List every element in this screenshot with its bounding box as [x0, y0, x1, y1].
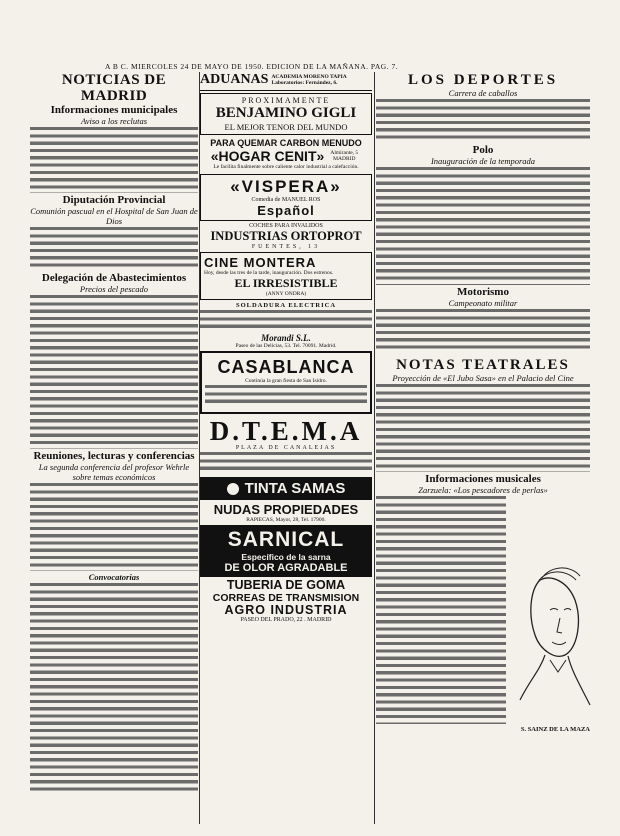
ad-subline: FUENTES, 13 — [251, 243, 321, 250]
ad-text: ACADEMIA MORENO TAPIA Laboratorios: Fernández, 6. — [271, 74, 347, 86]
subsection-subtitle: Precios del pescado — [79, 284, 149, 294]
article-body — [30, 295, 198, 449]
ad-body — [200, 310, 372, 332]
ad-headline: TINTA SAMAS — [244, 480, 346, 497]
ad-nudas — [200, 502, 372, 523]
section-title: LOS DEPORTES — [407, 72, 559, 88]
ad-agro-industria — [200, 579, 372, 623]
ad-casablanca — [200, 351, 372, 414]
ad-gigli — [200, 93, 372, 135]
ad-subline: EL MEJOR TENOR DEL MUNDO — [224, 122, 348, 132]
subsection-subtitle: Inauguración de la temporada — [430, 156, 536, 166]
section-title: NOTICIAS DE MADRID — [61, 72, 167, 104]
ad-soldadura — [200, 302, 372, 349]
ad-subline: Comedia de MANUEL ROS — [251, 196, 321, 203]
subsection-subtitle: Zarzuela: «Los pescadores de perlas» — [418, 485, 548, 495]
ad-subline: Hoy, desde las tres de la tarde, inauguración. Dos estrenos. — [204, 269, 334, 276]
section-title: NOTAS TEATRALES — [396, 357, 570, 373]
ad-hogar-cenit — [200, 138, 372, 171]
article-body — [376, 167, 590, 285]
ad-headline: CORREAS DE TRANSMISION — [212, 592, 360, 604]
ad-kicker: PROXIMAMENTE — [241, 96, 331, 105]
ad-text: Almirante, 5 MADRID — [330, 150, 359, 162]
subsection-title: Delegación de Abastecimientos — [41, 272, 187, 284]
article-body — [376, 99, 590, 143]
ink-drop-icon — [227, 483, 239, 495]
ad-headline: D.T.E.M.A — [209, 416, 363, 446]
ad-headline: SARNICAL — [227, 528, 345, 551]
ad-dtema — [200, 417, 372, 474]
ad-aduanas — [200, 72, 372, 91]
column-advertisements — [200, 72, 372, 623]
ad-text: (ANNY ONDRA) — [265, 291, 307, 297]
caricature-drawing — [510, 560, 595, 710]
ad-headline: NUDAS PROPIEDADES — [213, 502, 359, 517]
ad-headline: TUBERIA DE GOMA — [226, 578, 346, 592]
ad-cine-montera — [200, 252, 372, 301]
ad-kicker: COCHES PARA INVALIDOS — [249, 222, 323, 229]
subsection-title: Motorismo — [457, 286, 509, 298]
ad-subline: RAPIECAS, Mayor, 28, Tel. 17900. — [246, 517, 326, 523]
ad-ortoprot — [200, 223, 372, 250]
subsection-subtitle: Carrera de caballos — [448, 88, 518, 98]
subsection-title: Informaciones municipales — [50, 104, 178, 116]
subsection-subtitle: Comunión pascual en el Hospital de San Juan de Dios — [30, 206, 198, 226]
article-body — [30, 227, 198, 271]
subsection-subtitle: La segunda conferencia del profesor Wehrle sobre temas económicos — [38, 462, 190, 482]
subsection-title: Polo — [472, 144, 494, 156]
column-madrid-news — [30, 72, 198, 794]
article-signature: S. SAINZ DE LA MAZA — [520, 726, 590, 733]
ad-theatre: Español — [257, 202, 315, 218]
column-rule — [374, 72, 375, 824]
ad-headline: BENJAMINO GIGLI — [215, 105, 357, 121]
ad-address: PASEO DEL PRADO, 22 . MADRID — [240, 617, 332, 623]
subsection-title: Informaciones musicales — [425, 473, 541, 485]
ad-body — [200, 452, 372, 474]
ad-kicker: PARA QUEMAR CARBON MENUDO — [210, 138, 362, 148]
ad-subline: Específico de la sarna — [241, 552, 331, 562]
page-header: A B C. MIERCOLES 24 DE MAYO DE 1950. EDICION DE LA MAÑANA. PAG. 7. — [105, 62, 399, 71]
ad-tinta-samas — [200, 477, 372, 500]
ad-sarnical — [200, 525, 372, 577]
ad-brand: Morandi S.L. — [261, 333, 311, 343]
article-body — [376, 309, 590, 353]
article-body — [30, 127, 198, 193]
ad-headline: «HOGAR CENIT» — [210, 148, 325, 164]
ad-film-title: EL IRRESISTIBLE — [234, 276, 338, 290]
article-body — [376, 384, 590, 472]
ad-headline: INDUSTRIAS ORTOPROT — [210, 228, 362, 243]
ad-subline: PLAZA DE CANALEJAS — [235, 445, 337, 451]
ad-subline: Continúa la gran fiesta de San Isidro. — [245, 378, 327, 384]
ad-headline: CINE MONTERA — [204, 254, 317, 270]
ad-headline: ADUANAS — [200, 72, 269, 87]
article-body — [30, 583, 198, 793]
ad-vispera — [200, 174, 372, 221]
subsection-title: Reuniones, lecturas y conferencias — [33, 450, 195, 462]
article-body — [30, 483, 198, 571]
subsection-title: Convocatorias — [88, 572, 140, 582]
ad-headline: SOLDADURA ELECTRICA — [235, 302, 337, 309]
ad-subline: Le facilita finalmente sobre caliente calor industrial a calefacción. — [213, 164, 359, 170]
ad-headline: CASABLANCA — [217, 357, 355, 377]
ad-address: Paseo de las Delicias, 53. Tel. 70091. Madrid. — [235, 343, 337, 349]
subsection-title: Diputación Provincial — [62, 194, 166, 206]
article-body — [376, 496, 506, 724]
subsection-subtitle: Campeonato militar — [448, 298, 518, 308]
subsection-subtitle: Aviso a los reclutas — [80, 116, 148, 126]
ad-headline: «VISPERA» — [230, 176, 342, 196]
ad-headline: AGRO INDUSTRIA — [224, 603, 348, 617]
ad-body — [205, 385, 367, 407]
ad-subline: DE OLOR AGRADABLE — [224, 562, 348, 574]
subsection-subtitle: Proyección de «El Jubo Sasa» en el Palacio del Cine — [392, 373, 574, 383]
